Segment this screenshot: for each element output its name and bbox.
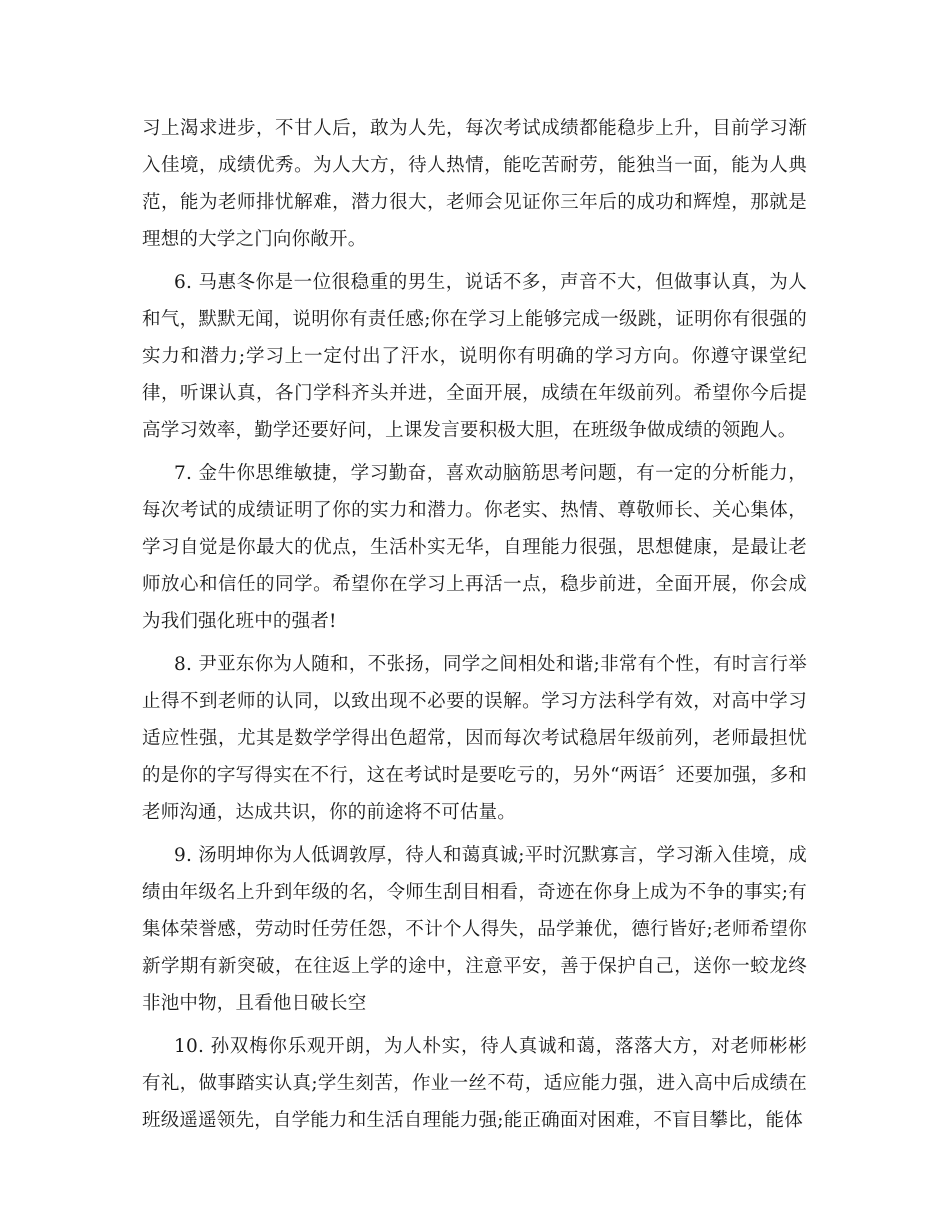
paragraph-7: 7. 金牛你思维敏捷，学习勤奋，喜欢动脑筋思考问题，有一定的分析能力，每次考试的成绩证明了你的实力和潜力。你老实、热情、尊敬师长、关心集体，学习自觉是你最大的优点，生活朴实无华，自理能力很强，思想健康，是最让老师放心和信任的同学。希望你在学习上再活一点，稳步前进，全面开展，你会成为我们强化班中的强者!	[142, 463, 807, 632]
document-body	[142, 110, 807, 1145]
paragraph-8: 8. 尹亚东你为人随和，不张扬，同学之间相处和谐;非常有个性，有时言行举止得不到老师的认同，以致出现不必要的误解。学习方法科学有效，对高中学习适应性强，尤其是数学学得出色超常，因而每次考试稳居年级前列，老师最担忧的是你的字写得实在不行，这在考试时是要吃亏的，另外“两语〞还要加强，多和老师沟通，达成共识，你的前途将不可估量。	[142, 654, 807, 823]
paragraph-9: 9. 汤明坤你为人低调敦厚，待人和蔼真诚;平时沉默寡言，学习渐入佳境，成绩由年级名上升到年级的名，令师生刮目相看，奇迹在你身上成为不争的事实;有集体荣誉感，劳动时任劳任怨，不计个人得失，品学兼优，德行皆好;老师希望你新学期有新突破，在往返上学的途中，注意平安，善于保护自己，送你一蛟龙终非池中物，且看他日破长空	[142, 845, 807, 1014]
paragraph-6: 6. 马惠冬你是一位很稳重的男生，说话不多，声音不大，但做事认真，为人和气，默默无闻，说明你有责任感;你在学习上能够完成一级跳，证明你有很强的实力和潜力;学习上一定付出了汗水，说明你有明确的学习方向。你遵守课堂纪律，听课认真，各门学科齐头并进，全面开展，成绩在年级前列。希望你今后提高学习效率，勤学还要好问，上课发言要积极大胆，在班级争做成绩的领跑人。	[142, 272, 807, 441]
paragraph-10: 10. 孙双梅你乐观开朗，为人朴实，待人真诚和蔼，落落大方，对老师彬彬有礼，做事踏实认真;学生刻苦，作业一丝不苟，适应能力强，进入高中后成绩在班级遥遥领先，自学能力和生活自理能力强;能正确面对困难，不盲目攀比，能体	[142, 1036, 807, 1131]
paragraph-5-continued: 习上渴求进步，不甘人后，敢为人先，每次考试成绩都能稳步上升，目前学习渐入佳境，成绩优秀。为人大方，待人热情，能吃苦耐劳，能独当一面，能为人典范，能为老师排忧解难，潜力很大，老师会见证你三年后的成功和辉煌，那就是理想的大学之门向你敞开。	[142, 118, 807, 250]
